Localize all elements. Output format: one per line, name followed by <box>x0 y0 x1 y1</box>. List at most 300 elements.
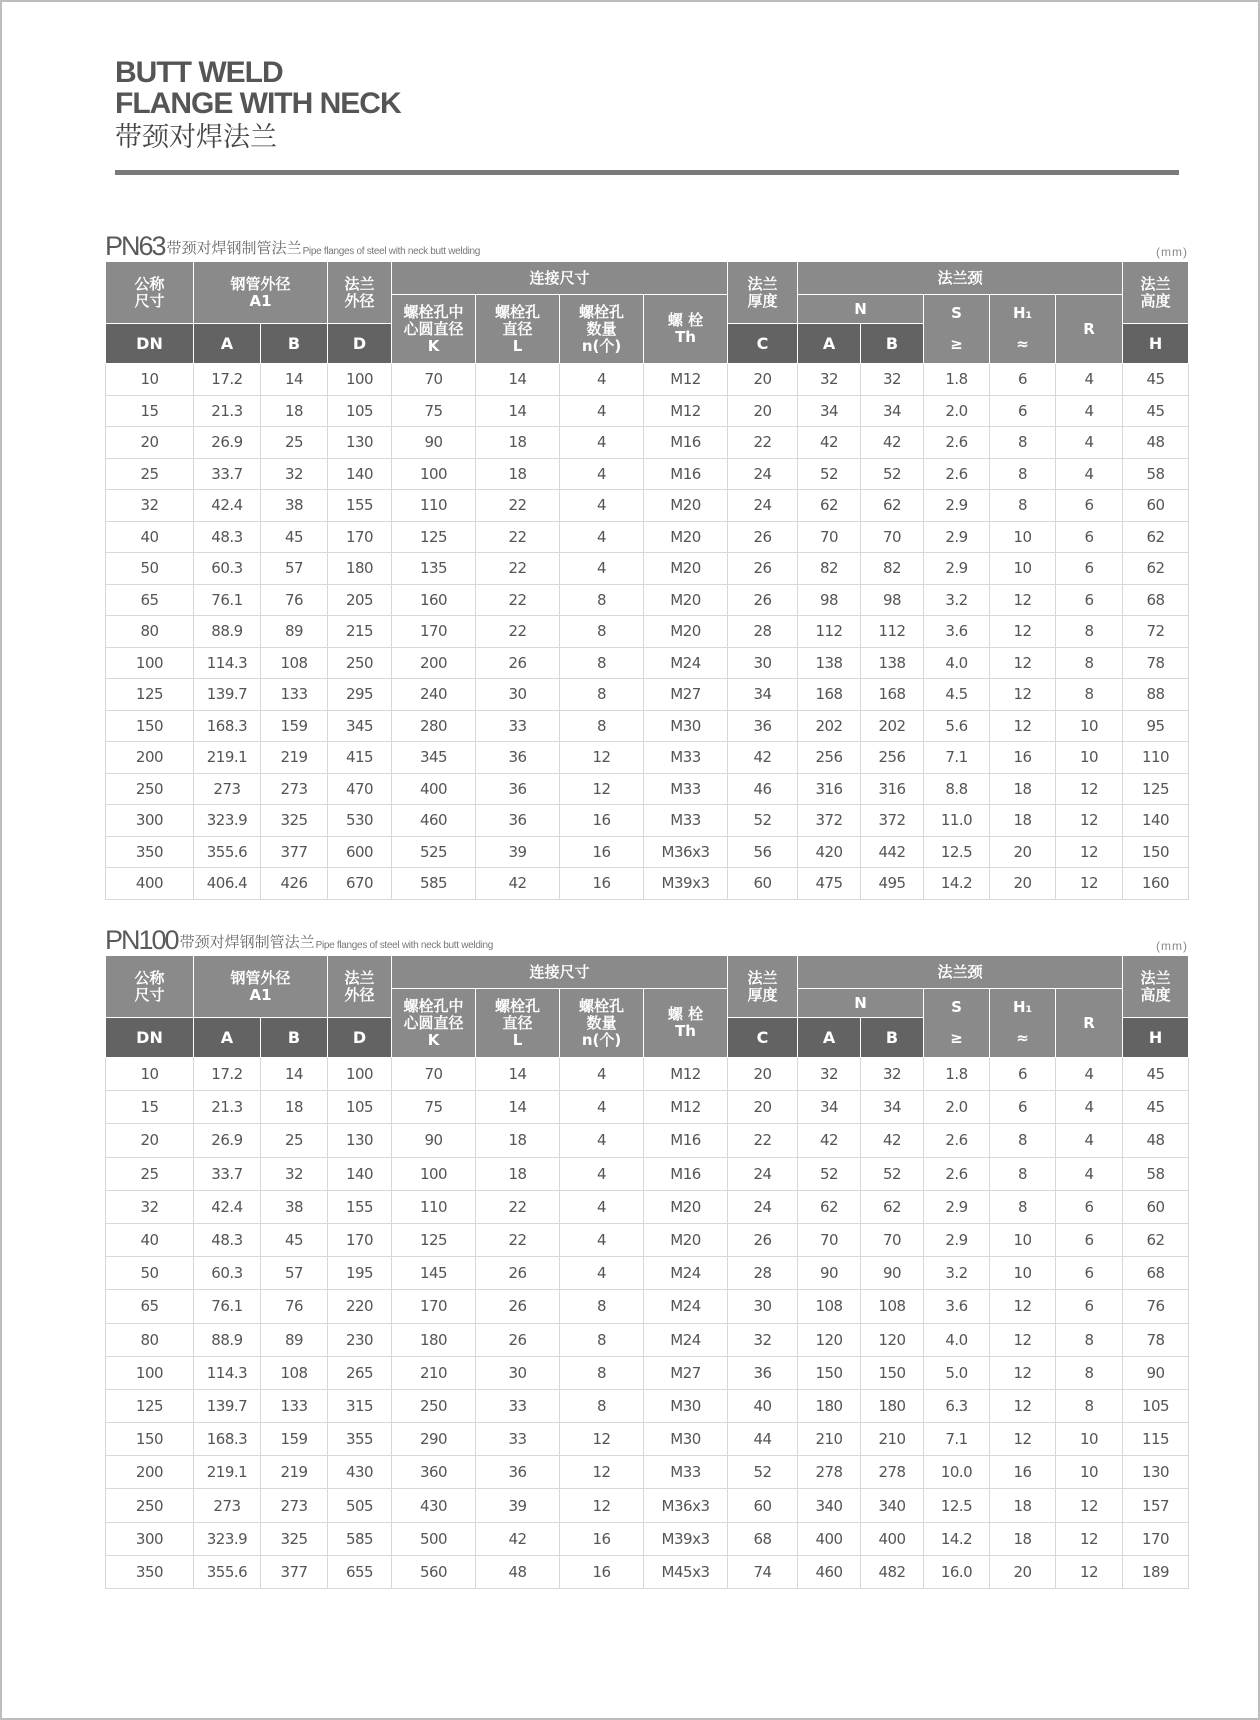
page-title-block <box>115 57 401 155</box>
table-row <box>106 1423 1189 1456</box>
cell-l: 22 <box>476 490 560 522</box>
cell-th: M24 <box>644 1290 728 1323</box>
cell-c: 26 <box>728 553 798 585</box>
cell-d: 315 <box>328 1389 392 1422</box>
cell-k: 180 <box>392 1323 476 1356</box>
cell-n: 16 <box>560 805 644 837</box>
header-label-sub: L <box>512 1030 523 1049</box>
cell-h1: 8 <box>990 1124 1056 1157</box>
cell-a: 76.1 <box>194 584 261 616</box>
table-row <box>106 427 1189 459</box>
cell-c: 36 <box>728 1356 798 1389</box>
cell-n: 4 <box>560 364 644 396</box>
cell-neck-a: 34 <box>798 395 861 427</box>
header-bolt-hole-count-n <box>560 295 644 364</box>
cell-h: 115 <box>1123 1423 1189 1456</box>
cell-b: 273 <box>261 773 328 805</box>
cell-k: 210 <box>392 1356 476 1389</box>
cell-c: 60 <box>728 868 798 900</box>
cell-th: M16 <box>644 458 728 490</box>
cell-n: 4 <box>560 490 644 522</box>
table-row <box>106 458 1189 490</box>
cell-b: 377 <box>261 836 328 868</box>
cell-k: 500 <box>392 1522 476 1555</box>
header-label-line: B <box>885 334 899 353</box>
cell-dn: 350 <box>106 836 194 868</box>
header-dn <box>106 324 194 364</box>
cell-neck-a: 42 <box>798 427 861 459</box>
cell-r: 12 <box>1056 1489 1123 1522</box>
header-label-line: 连接尺寸 <box>529 268 590 287</box>
cell-c: 68 <box>728 1522 798 1555</box>
cell-l: 14 <box>476 1091 560 1124</box>
cell-a: 17.2 <box>194 1058 261 1091</box>
cell-h1: 18 <box>990 1489 1056 1522</box>
header-label-line: 螺 栓 <box>667 1005 704 1023</box>
cell-th: M24 <box>644 1257 728 1290</box>
cell-k: 90 <box>392 1124 476 1157</box>
cell-th: M30 <box>644 710 728 742</box>
cell-b: 273 <box>261 1489 328 1522</box>
cell-dn: 40 <box>106 521 194 553</box>
cell-c: 44 <box>728 1423 798 1456</box>
header-label-line: A <box>220 1028 234 1047</box>
cell-b: 18 <box>261 395 328 427</box>
cell-l: 36 <box>476 742 560 774</box>
cell-dn: 65 <box>106 1290 194 1323</box>
header-connection-dimensions <box>392 956 728 989</box>
cell-b: 14 <box>261 1058 328 1091</box>
cell-d: 205 <box>328 584 392 616</box>
cell-d: 170 <box>328 1223 392 1256</box>
cell-s: 10.0 <box>924 1456 990 1489</box>
cell-dn: 80 <box>106 1323 194 1356</box>
cell-d: 105 <box>328 1091 392 1124</box>
cell-s: 14.2 <box>924 1522 990 1555</box>
cell-neck-a: 112 <box>798 616 861 648</box>
cell-th: M33 <box>644 805 728 837</box>
cell-l: 26 <box>476 1290 560 1323</box>
cell-k: 125 <box>392 521 476 553</box>
cell-l: 14 <box>476 364 560 396</box>
header-label-line: A <box>220 334 234 353</box>
cell-a: 48.3 <box>194 521 261 553</box>
cell-h1: 12 <box>990 616 1056 648</box>
cell-h1: 18 <box>990 805 1056 837</box>
cell-c: 52 <box>728 805 798 837</box>
cell-l: 39 <box>476 1489 560 1522</box>
cell-neck-b: 98 <box>861 584 924 616</box>
header-connection-dimensions <box>392 262 728 295</box>
cell-k: 400 <box>392 773 476 805</box>
table-row <box>106 647 1189 679</box>
cell-c: 74 <box>728 1555 798 1588</box>
header-neck-a <box>798 324 861 364</box>
cell-th: M16 <box>644 1157 728 1190</box>
header-label-line: 钢管外径 <box>230 274 291 293</box>
cell-a: 273 <box>194 773 261 805</box>
cell-c: 34 <box>728 679 798 711</box>
cell-a: 21.3 <box>194 1091 261 1124</box>
cell-s: 2.6 <box>924 1124 990 1157</box>
cell-b: 325 <box>261 1522 328 1555</box>
cell-neck-a: 372 <box>798 805 861 837</box>
cell-neck-a: 168 <box>798 679 861 711</box>
header-flange-thickness <box>728 262 798 324</box>
cell-neck-b: 90 <box>861 1257 924 1290</box>
cell-neck-b: 34 <box>861 1091 924 1124</box>
header-label-line: S <box>951 998 962 1016</box>
header-label-line: 外径 <box>344 291 375 310</box>
cell-neck-a: 32 <box>798 1058 861 1091</box>
cell-n: 4 <box>560 1124 644 1157</box>
cell-b: 159 <box>261 1423 328 1456</box>
cell-a: 406.4 <box>194 868 261 900</box>
cell-b: 159 <box>261 710 328 742</box>
cell-h1: 12 <box>990 1423 1056 1456</box>
cell-n: 4 <box>560 1223 644 1256</box>
header-flange-outer-diameter <box>328 262 392 324</box>
cell-neck-b: 150 <box>861 1356 924 1389</box>
cell-n: 12 <box>560 742 644 774</box>
cell-n: 16 <box>560 1522 644 1555</box>
cell-a: 355.6 <box>194 1555 261 1588</box>
cell-c: 20 <box>728 1058 798 1091</box>
cell-th: M12 <box>644 1058 728 1091</box>
cell-h1: 12 <box>990 1356 1056 1389</box>
header-pipe-outer-diameter <box>194 956 328 1018</box>
cell-l: 42 <box>476 1522 560 1555</box>
cell-l: 39 <box>476 836 560 868</box>
header-label-line: A1 <box>249 985 272 1004</box>
cell-a: 219.1 <box>194 1456 261 1489</box>
cell-n: 16 <box>560 868 644 900</box>
cell-h: 58 <box>1123 458 1189 490</box>
cell-neck-b: 42 <box>861 1124 924 1157</box>
cell-c: 20 <box>728 395 798 427</box>
cell-r: 6 <box>1056 584 1123 616</box>
header-a <box>194 1018 261 1058</box>
cell-r: 4 <box>1056 364 1123 396</box>
cell-h: 45 <box>1123 1058 1189 1091</box>
page-title-cn: 带颈对焊法兰 <box>115 122 277 153</box>
cell-a: 17.2 <box>194 364 261 396</box>
cell-dn: 50 <box>106 1257 194 1290</box>
cell-a: 88.9 <box>194 1323 261 1356</box>
cell-neck-a: 98 <box>798 584 861 616</box>
table-row <box>106 1555 1189 1588</box>
cell-dn: 10 <box>106 364 194 396</box>
cell-r: 6 <box>1056 1190 1123 1223</box>
cell-b: 89 <box>261 616 328 648</box>
cell-th: M27 <box>644 679 728 711</box>
cell-neck-b: 340 <box>861 1489 924 1522</box>
cell-neck-b: 52 <box>861 458 924 490</box>
cell-neck-a: 62 <box>798 490 861 522</box>
header-c <box>728 1018 798 1058</box>
cell-a: 139.7 <box>194 1389 261 1422</box>
cell-dn: 125 <box>106 1389 194 1422</box>
table-row <box>106 836 1189 868</box>
cell-k: 145 <box>392 1257 476 1290</box>
cell-a: 355.6 <box>194 836 261 868</box>
cell-th: M36x3 <box>644 1489 728 1522</box>
cell-r: 12 <box>1056 805 1123 837</box>
cell-dn: 400 <box>106 868 194 900</box>
header-dn <box>106 1018 194 1058</box>
cell-h: 189 <box>1123 1555 1189 1588</box>
cell-h1: 12 <box>990 647 1056 679</box>
cell-d: 170 <box>328 521 392 553</box>
cell-h: 60 <box>1123 1190 1189 1223</box>
cell-neck-b: 400 <box>861 1522 924 1555</box>
header-label-sub: ≥ <box>950 1029 963 1047</box>
cell-neck-b: 278 <box>861 1456 924 1489</box>
cell-h1: 20 <box>990 868 1056 900</box>
cell-neck-b: 138 <box>861 647 924 679</box>
cell-d: 130 <box>328 1124 392 1157</box>
section-title-cn: 带颈对焊钢制管法兰 <box>166 239 302 257</box>
header-label-sub: ≈ <box>1016 1029 1029 1047</box>
cell-k: 460 <box>392 805 476 837</box>
cell-b: 377 <box>261 1555 328 1588</box>
cell-d: 265 <box>328 1356 392 1389</box>
table-row <box>106 1323 1189 1356</box>
cell-c: 56 <box>728 836 798 868</box>
cell-neck-a: 475 <box>798 868 861 900</box>
cell-s: 4.5 <box>924 679 990 711</box>
cell-th: M30 <box>644 1423 728 1456</box>
cell-d: 505 <box>328 1489 392 1522</box>
header-label-line: 公称 <box>134 968 165 987</box>
cell-a: 42.4 <box>194 490 261 522</box>
cell-l: 30 <box>476 1356 560 1389</box>
cell-h1: 12 <box>990 710 1056 742</box>
cell-k: 110 <box>392 1190 476 1223</box>
cell-neck-a: 52 <box>798 1157 861 1190</box>
cell-dn: 350 <box>106 1555 194 1588</box>
table-row <box>106 1190 1189 1223</box>
cell-neck-b: 442 <box>861 836 924 868</box>
cell-r: 4 <box>1056 395 1123 427</box>
header-neck-r <box>1056 989 1123 1058</box>
cell-neck-a: 420 <box>798 836 861 868</box>
cell-d: 250 <box>328 647 392 679</box>
cell-b: 25 <box>261 427 328 459</box>
cell-r: 4 <box>1056 1058 1123 1091</box>
cell-s: 4.0 <box>924 1323 990 1356</box>
cell-r: 4 <box>1056 1124 1123 1157</box>
header-label-line: 心圆直径 <box>403 1013 464 1032</box>
cell-k: 345 <box>392 742 476 774</box>
table-row <box>106 490 1189 522</box>
cell-a: 168.3 <box>194 710 261 742</box>
cell-neck-b: 32 <box>861 364 924 396</box>
cell-c: 26 <box>728 521 798 553</box>
cell-neck-b: 70 <box>861 1223 924 1256</box>
header-label-line: 螺栓孔 <box>495 302 541 321</box>
cell-k: 170 <box>392 1290 476 1323</box>
cell-neck-a: 400 <box>798 1522 861 1555</box>
flange-dimension-table <box>105 955 1189 1589</box>
header-label-line: 法兰颈 <box>937 268 983 287</box>
table-row <box>106 1091 1189 1124</box>
cell-l: 22 <box>476 584 560 616</box>
cell-h: 150 <box>1123 836 1189 868</box>
header-label-line: 连接尺寸 <box>529 962 590 981</box>
cell-k: 525 <box>392 836 476 868</box>
table-row <box>106 710 1189 742</box>
cell-h1: 8 <box>990 1190 1056 1223</box>
cell-d: 470 <box>328 773 392 805</box>
header-label-line: 厚度 <box>747 985 778 1004</box>
cell-c: 24 <box>728 458 798 490</box>
cell-d: 295 <box>328 679 392 711</box>
cell-n: 8 <box>560 710 644 742</box>
cell-b: 325 <box>261 805 328 837</box>
cell-n: 4 <box>560 1257 644 1290</box>
cell-k: 160 <box>392 584 476 616</box>
header-label-sub: ≥ <box>950 335 963 353</box>
cell-neck-b: 62 <box>861 490 924 522</box>
cell-r: 4 <box>1056 458 1123 490</box>
header-a <box>194 324 261 364</box>
header-label-line: DN <box>136 1028 163 1047</box>
cell-th: M33 <box>644 1456 728 1489</box>
cell-l: 22 <box>476 1190 560 1223</box>
cell-th: M30 <box>644 1389 728 1422</box>
cell-c: 20 <box>728 364 798 396</box>
cell-h1: 16 <box>990 1456 1056 1489</box>
cell-n: 8 <box>560 679 644 711</box>
cell-h: 78 <box>1123 1323 1189 1356</box>
cell-c: 24 <box>728 1157 798 1190</box>
cell-b: 32 <box>261 1157 328 1190</box>
header-label-line: 高度 <box>1140 291 1171 310</box>
cell-s: 14.2 <box>924 868 990 900</box>
cell-k: 90 <box>392 427 476 459</box>
header-label-line: DN <box>136 334 163 353</box>
cell-b: 76 <box>261 1290 328 1323</box>
cell-th: M20 <box>644 490 728 522</box>
header-bolt-hole-diameter-l <box>476 989 560 1058</box>
cell-b: 133 <box>261 679 328 711</box>
cell-th: M24 <box>644 647 728 679</box>
header-bolt-hole-diameter-l <box>476 295 560 364</box>
cell-h1: 12 <box>990 1323 1056 1356</box>
cell-th: M39x3 <box>644 1522 728 1555</box>
cell-neck-a: 34 <box>798 1091 861 1124</box>
header-label-line: 厚度 <box>747 291 778 310</box>
cell-a: 139.7 <box>194 679 261 711</box>
table-row <box>106 521 1189 553</box>
header-label-line: 心圆直径 <box>403 319 464 338</box>
cell-dn: 32 <box>106 1190 194 1223</box>
header-neck-s <box>924 295 990 364</box>
cell-r: 10 <box>1056 1456 1123 1489</box>
cell-k: 560 <box>392 1555 476 1588</box>
cell-neck-b: 210 <box>861 1423 924 1456</box>
header-h <box>1123 1018 1189 1058</box>
cell-k: 125 <box>392 1223 476 1256</box>
cell-h: 62 <box>1123 521 1189 553</box>
cell-th: M12 <box>644 364 728 396</box>
section-title-en: Pipe flanges of steel with neck butt welding <box>302 246 481 257</box>
header-label-line: 法兰 <box>1140 274 1171 293</box>
cell-l: 18 <box>476 427 560 459</box>
header-label-line: 钢管外径 <box>230 968 291 987</box>
cell-c: 24 <box>728 1190 798 1223</box>
cell-dn: 200 <box>106 742 194 774</box>
cell-d: 215 <box>328 616 392 648</box>
cell-neck-a: 70 <box>798 521 861 553</box>
header-flange-height <box>1123 262 1189 324</box>
cell-n: 4 <box>560 427 644 459</box>
cell-h1: 10 <box>990 553 1056 585</box>
cell-dn: 40 <box>106 1223 194 1256</box>
cell-h: 72 <box>1123 616 1189 648</box>
cell-neck-b: 316 <box>861 773 924 805</box>
cell-r: 12 <box>1056 868 1123 900</box>
unit-label: (mm) <box>1156 245 1188 259</box>
cell-th: M20 <box>644 1190 728 1223</box>
cell-r: 8 <box>1056 616 1123 648</box>
cell-k: 240 <box>392 679 476 711</box>
cell-a: 323.9 <box>194 805 261 837</box>
header-label-line: C <box>756 1028 769 1047</box>
cell-n: 8 <box>560 616 644 648</box>
header-b <box>261 1018 328 1058</box>
table-row <box>106 1389 1189 1422</box>
header-label-line: 法兰 <box>1140 968 1171 987</box>
cell-h: 105 <box>1123 1389 1189 1422</box>
cell-l: 33 <box>476 710 560 742</box>
cell-a: 273 <box>194 1489 261 1522</box>
cell-k: 100 <box>392 1157 476 1190</box>
cell-neck-a: 150 <box>798 1356 861 1389</box>
header-flange-neck <box>798 262 1123 295</box>
cell-a: 88.9 <box>194 616 261 648</box>
cell-neck-a: 82 <box>798 553 861 585</box>
cell-b: 38 <box>261 1190 328 1223</box>
cell-k: 200 <box>392 647 476 679</box>
header-c <box>728 324 798 364</box>
cell-h: 170 <box>1123 1522 1189 1555</box>
header-label-line: N <box>854 299 867 318</box>
cell-neck-a: 52 <box>798 458 861 490</box>
cell-k: 360 <box>392 1456 476 1489</box>
header-label-line: A1 <box>249 291 272 310</box>
header-label-sub: ≈ <box>1016 335 1029 353</box>
section-header <box>105 925 1188 955</box>
cell-th: M36x3 <box>644 836 728 868</box>
cell-h: 78 <box>1123 647 1189 679</box>
cell-d: 230 <box>328 1323 392 1356</box>
cell-b: 25 <box>261 1124 328 1157</box>
cell-d: 100 <box>328 1058 392 1091</box>
cell-c: 30 <box>728 1290 798 1323</box>
cell-r: 12 <box>1056 773 1123 805</box>
cell-b: 57 <box>261 553 328 585</box>
cell-r: 8 <box>1056 647 1123 679</box>
cell-neck-a: 210 <box>798 1423 861 1456</box>
cell-s: 1.8 <box>924 1058 990 1091</box>
cell-l: 18 <box>476 1124 560 1157</box>
cell-h1: 10 <box>990 1257 1056 1290</box>
section-title-cn: 带颈对焊钢制管法兰 <box>179 933 315 951</box>
cell-h: 45 <box>1123 364 1189 396</box>
cell-n: 12 <box>560 1423 644 1456</box>
